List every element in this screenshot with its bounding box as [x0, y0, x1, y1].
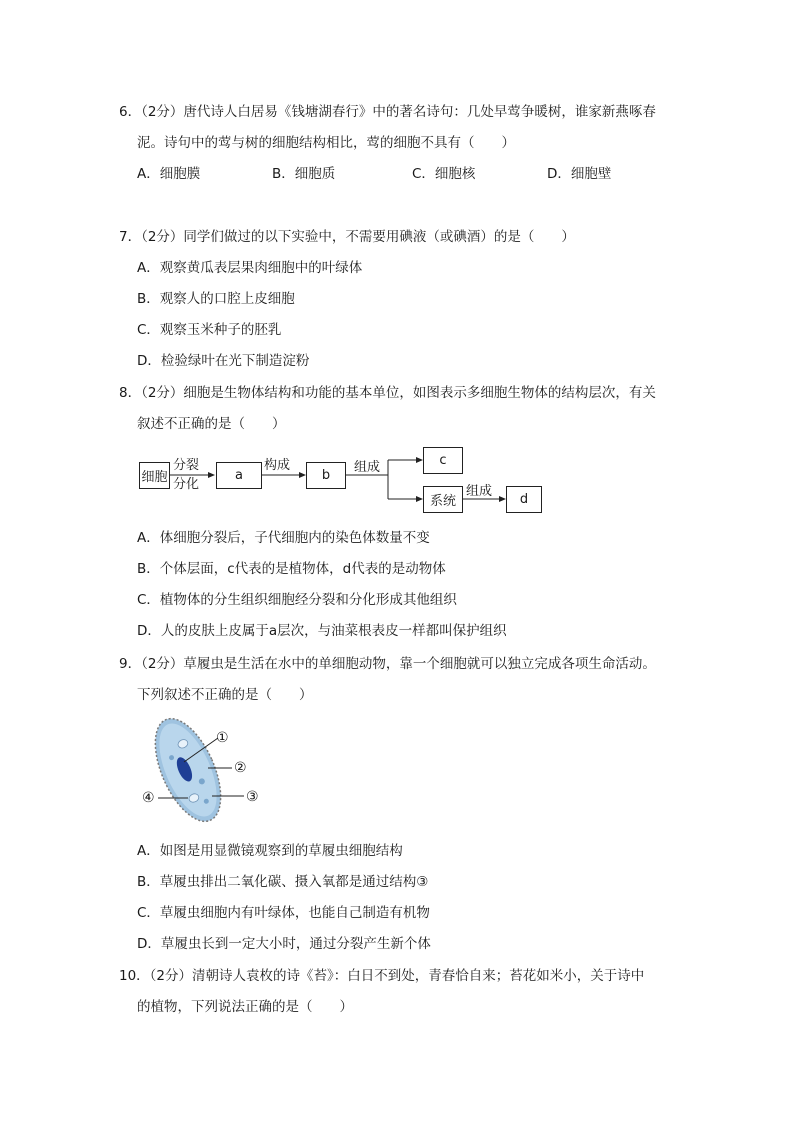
q9-option-b: B．草履虫排出二氧化碳、摄入氧都是通过结构③ [137, 874, 429, 890]
q8-option-c: C．植物体的分生组织细胞经分裂和分化形成其他组织 [137, 592, 457, 608]
q10-stem-line2: 的植物，下列说法正确的是（ ） [137, 999, 353, 1015]
divide-label: 分裂 [173, 458, 200, 473]
differentiate-label: 分化 [173, 477, 200, 492]
q7-option-c: C．观察玉米种子的胚乳 [137, 322, 282, 338]
q9-option-d: D．草履虫长到一定大小时，通过分裂产生新个体 [137, 936, 431, 952]
q10-stem-line1: 10．（2分）清朝诗人袁枚的诗《苔》：白日不到处，青春恰自来；苔花如米小，关于诗中 [119, 968, 645, 984]
q6-option-d: D．细胞壁 [547, 166, 612, 182]
q7-option-a: A．观察黄瓜表层果肉细胞中的叶绿体 [137, 260, 363, 276]
form-label: 构成 [264, 458, 291, 473]
box-c: c [423, 447, 463, 474]
q8-option-a: A．体细胞分裂后，子代细胞内的染色体数量不变 [137, 530, 430, 546]
q9-stem-line2: 下列叙述不正确的是（ ） [137, 687, 313, 703]
label-3: ③ [246, 789, 259, 805]
q6-option-a: A．细胞膜 [137, 166, 201, 182]
q9-option-c: C．草履虫细胞内有叶绿体，也能自己制造有机物 [137, 905, 430, 921]
system-box: 系统 [423, 486, 463, 513]
box-a: a [216, 462, 262, 489]
compose-label-1: 组成 [354, 460, 381, 475]
q9-option-a: A．如图是用显微镜观察到的草履虫细胞结构 [137, 843, 403, 859]
q6-option-b: B．细胞质 [272, 166, 336, 182]
label-1: ① [216, 730, 229, 746]
label-2: ② [234, 760, 247, 776]
q6-option-c: C．细胞核 [412, 166, 476, 182]
label-4: ④ [142, 790, 155, 806]
q8-stem-line2: 叙述不正确的是（ ） [137, 416, 286, 432]
q8-stem-line1: 8．（2分）细胞是生物体结构和功能的基本单位，如图表示多细胞生物体的结构层次，有关 [119, 385, 656, 401]
q7-stem-line1: 7．（2分）同学们做过的以下实验中，不需要用碘液（或碘酒）的是（ ） [119, 229, 575, 245]
q6-stem-line2: 泥。诗句中的莺与树的细胞结构相比，莺的细胞不具有（ ） [137, 135, 515, 151]
paramecium-illustration [140, 712, 270, 832]
q8-option-d: D．人的皮肤上皮属于a层次，与油菜根表皮一样都叫保护组织 [137, 623, 507, 639]
q6-stem-line1: 6．（2分）唐代诗人白居易《钱塘湖春行》中的著名诗句：几处早莺争暖树，谁家新燕啄春 [119, 104, 656, 120]
q8-option-b: B．个体层面，c代表的是植物体，d代表的是动物体 [137, 561, 446, 577]
cell-box: 细胞 [139, 462, 170, 489]
q9-stem-line1: 9．（2分）草履虫是生活在水中的单细胞动物，靠一个细胞就可以独立完成各项生命活动。 [119, 656, 656, 672]
box-d: d [506, 486, 542, 513]
compose-label-2: 组成 [466, 484, 493, 499]
q7-option-d: D．检验绿叶在光下制造淀粉 [137, 353, 310, 369]
q7-option-b: B．观察人的口腔上皮细胞 [137, 291, 295, 307]
box-b: b [306, 462, 346, 489]
